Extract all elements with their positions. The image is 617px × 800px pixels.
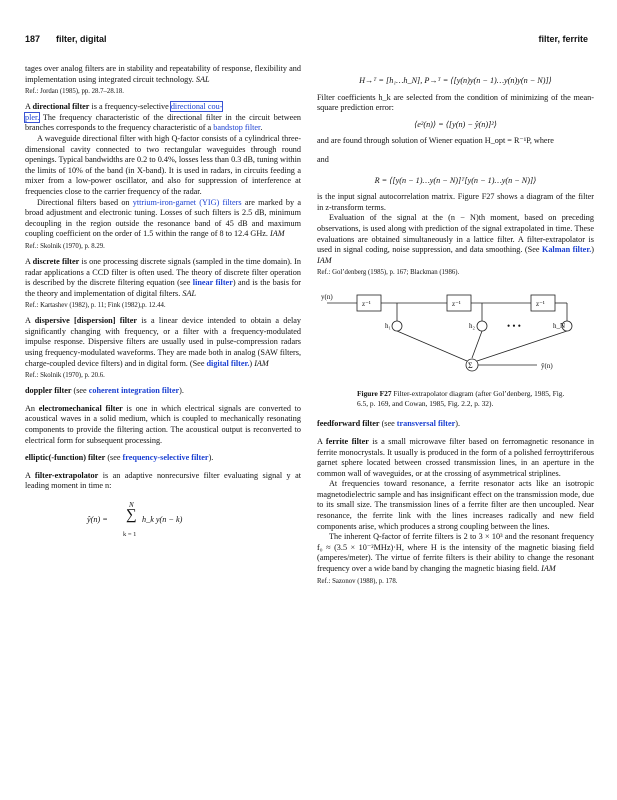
filter-diagram-svg (317, 283, 594, 383)
equation-mse: ⟨e²(n)⟩ = ⟨[y(n) − ŷ(n)]²⟩ (414, 119, 497, 129)
multiplier-1 (392, 321, 402, 331)
paragraph-waveguide: A waveguide directional filter with high Q-factor consists of a cylindrical three-dimensional cavity connected to two rectangular waveguides through round openings. Typical bandwidths are 0.2 to 0.4%, losses less than 0.3 dB, tuning within the limits of 10% of the band (in X-band). It is used in radars, in circuits feeding a mixer from a low-power oscillator, and also for suppression of interference at frequencies close to the carrier frequency of the radar. (25, 133, 301, 196)
link-transversal-filter[interactable]: transversal filter (396, 419, 456, 429)
entry-discrete-filter: A discrete filter is one processing discrete signals (sampled in the time domain). In radar applications a CCD filter is often used. The theory of discrete filter operation is described by the discrete filtering equation (see linear filter) and is the basis for the theory and implementation of digital filters. SAL (25, 256, 302, 298)
entry-term: filter-extrapolator (34, 470, 99, 480)
equation-vectors: H→ᵀ = [h₁…h_N], P→ᵀ = ⟨[y(n)y(n − 1)…y(n)y(n − N)]⟩ (359, 76, 552, 85)
paragraph-resonance: At frequencies toward resonance, a ferrite resonator acts like an isotropic magnetodielectric sample and has insignificant effect on the transmission mode, due to its small size. The transmission lines of a ferrite filter are then uncoupled. Near resonance, the ferrite link with the lines increases radically and new field components arise, which produces a strong coupling between the lines. (317, 479, 594, 531)
reference: Ref.: Skolnik (1970), p. 20.6. (25, 372, 105, 380)
link-frequency-selective-filter[interactable]: frequency-selective filter (122, 453, 209, 463)
entry-elliptic-filter: elliptic(-function) filter (see frequency-selective filter). (25, 453, 214, 463)
link-directional-coupler-cont[interactable]: pler. (25, 112, 40, 122)
paragraph-evaluation: Evaluation of the signal at the (n − N)th moment, based on preceding observations, is used along with prediction of the signal extrapolated in time. These evaluations are obtained simultaneously in a lattice filter. A filter-extrapolator is used in signal coding, noise suppression, and data smoothing. (See Kalman filter.) IAM (317, 213, 594, 265)
paragraph-matrix: is the input signal autocorrelation matrix. Figure F27 shows a diagram of the filter in z-transform terms. (317, 192, 594, 212)
paragraph-wiener: and are found through solution of Wiener equation H_opt = R⁻¹P, where (317, 136, 554, 146)
entry-term: ferrite filter (325, 436, 369, 446)
link-directional-coupler[interactable]: directional cou- (170, 102, 223, 112)
reference: Ref.: Skolnik (1970), p. 8.29. (25, 242, 105, 250)
paragraph-intro: tages over analog filters are in stability and repeatability of response, flexibility and implementation using integrated circuit technology. SAL (25, 64, 301, 84)
reference: Ref.: Kartashev (1982), p. 11; Fink (1982),p. 12.44. (25, 302, 166, 310)
figure-f27-diagram (317, 283, 594, 383)
paragraph-q-factor: The inherent Q-factor of ferrite filters is 2 to 3 × 10³ and the resonant frequency f₀ ≈ (3.5 × 10⁻²MHz)·H, where H is the intensity of the magnetic biasing field (amperes/meter). The virtue of ferrite filters is their ability to change the resonant frequency over a wide band by changing the magnetic biasing field. IAM (317, 532, 594, 574)
author-initials: SAL (182, 288, 196, 298)
entry-dispersive-filter: A dispersive [dispersion] filter is a linear device intended to obtain a delay significantly changing with frequency, or a filter with a frequency-modulated impulse response. Dispersive filters are usually used in pulse-compression radars using frequency-modulated waveforms. They are made both in analog (SAW filters, charge-coupled device filters) and in digital form. (See digital filter.) IAM (25, 316, 301, 368)
entry-ferrite-filter: A ferrite filter is a small microwave filter based on ferromagnetic resonance in ferrite monocrystals. It usually is produced in the form of a polished ferroyttriferous garnet sphere located between crossed transmission lines, in an aperture in the common wall of waveguides, or at the crossing of asymmetrical striplines. (317, 436, 594, 478)
reference: Ref.: Jordan (1985), pp. 28.7–28.18. (25, 88, 124, 96)
link-linear-filter[interactable]: linear filter (192, 278, 233, 288)
link-yig-filters[interactable]: yttrium-iron-garnet (YIG) filters (132, 197, 242, 207)
paragraph-and: and (317, 154, 329, 164)
entry-directional-filter: A directional filter is a frequency-selective directional cou- pler. The frequency characteristic of the directional filter in the circuit between branches corresponds to the frequency characteristic of a bandstop filter. (25, 102, 301, 133)
label-sigma: Σ (468, 361, 473, 371)
entry-filter-extrapolator: A filter-extrapolator is an adaptive nonrecursive filter evaluating signal y at leading moment in time n: (25, 470, 301, 491)
figure-caption: Figure F27 Filter-extrapolator diagram (after Gol’denberg, 1985, Fig. 6.5, p. 169, and Cowan, 1985, Fig. 2.2, p. 32). (357, 389, 565, 409)
link-coherent-integration-filter[interactable]: coherent integration filter (88, 386, 180, 396)
entry-doppler-filter: doppler filter (see coherent integration filter). (25, 386, 184, 396)
label-h2: h₂ (469, 322, 475, 331)
author-initials: IAM (541, 564, 556, 574)
running-header (25, 34, 588, 48)
left-column (25, 64, 301, 546)
reference: Ref.: Sazonov (1988), p. 178. (317, 577, 398, 585)
paragraph-coefficients: Filter coefficients h_k are selected from the condition of minimizing of the mean-square prediction error: (317, 92, 594, 113)
entry-term: doppler filter (25, 386, 72, 396)
label-hn: h_N (553, 322, 566, 331)
label-delay-2: z⁻¹ (452, 300, 461, 309)
equation-prediction: ŷ(n) = N ∑ h_k y(n − k) k = 1 (87, 501, 183, 538)
author-initials: SAL (195, 74, 210, 84)
link-bandstop-filter[interactable]: bandstop filter (213, 123, 261, 133)
entry-electromechanical-filter: An electromechanical filter is one in which electrical signals are converted to acoustical waves in a solid medium, which is coupled to mechanically resonating components to provide the filtering action. The acoustical output is reconverted to electrical form for subsequent processing. (25, 403, 301, 445)
label-h1: h₁ (385, 322, 391, 331)
entry-term: directional filter (32, 102, 90, 112)
guide-word-left: filter, digital (56, 34, 107, 44)
link-digital-filter[interactable]: digital filter. (206, 358, 250, 368)
label-delay-3: z⁻¹ (536, 300, 545, 309)
right-column (317, 64, 594, 592)
label-ellipsis: • • • (507, 321, 521, 332)
entry-term: discrete filter (32, 256, 80, 266)
label-input: y(n) (321, 293, 333, 302)
author-initials: IAM (269, 229, 285, 239)
equation-autocorrelation: R = ⟨[y(n − 1)…y(n − N)]ᵀ[y(n − 1)…y(n − N)]⟩ (374, 175, 537, 185)
entry-term: feedforward filter (317, 419, 380, 429)
entry-term: electromechanical filter (38, 403, 123, 413)
author-initials: IAM (317, 255, 332, 265)
label-output: ŷ(n) (541, 362, 553, 371)
entry-term: elliptic(-function) filter (25, 453, 106, 463)
label-delay-1: z⁻¹ (362, 300, 371, 309)
reference: Ref.: Gol’denberg (1985), p. 167; Blackman (1986). (317, 269, 460, 277)
multiplier-2 (477, 321, 487, 331)
entry-feedforward-filter: feedforward filter (see transversal filter). (317, 419, 461, 429)
link-kalman-filter[interactable]: Kalman filter. (541, 245, 592, 255)
paragraph-yig: Directional filters based on yttrium-iron-garnet (YIG) filters are marked by a broad adjustment and electronic tuning. Losses of such filters is 2.5 dB, minimum decoupling in the region outside the resonance band of 45 dB and maximum coupling coefficient on the order of 1.5 within the range of 8 to 12.4 GHz. IAM (25, 197, 301, 239)
page-number: 187 (25, 34, 41, 44)
author-initials: IAM (254, 358, 269, 368)
guide-word-right: filter, ferrite (538, 34, 588, 44)
caption-label: Figure F27 (357, 389, 392, 399)
entry-term: dispersive [dispersion] filter (34, 316, 137, 326)
